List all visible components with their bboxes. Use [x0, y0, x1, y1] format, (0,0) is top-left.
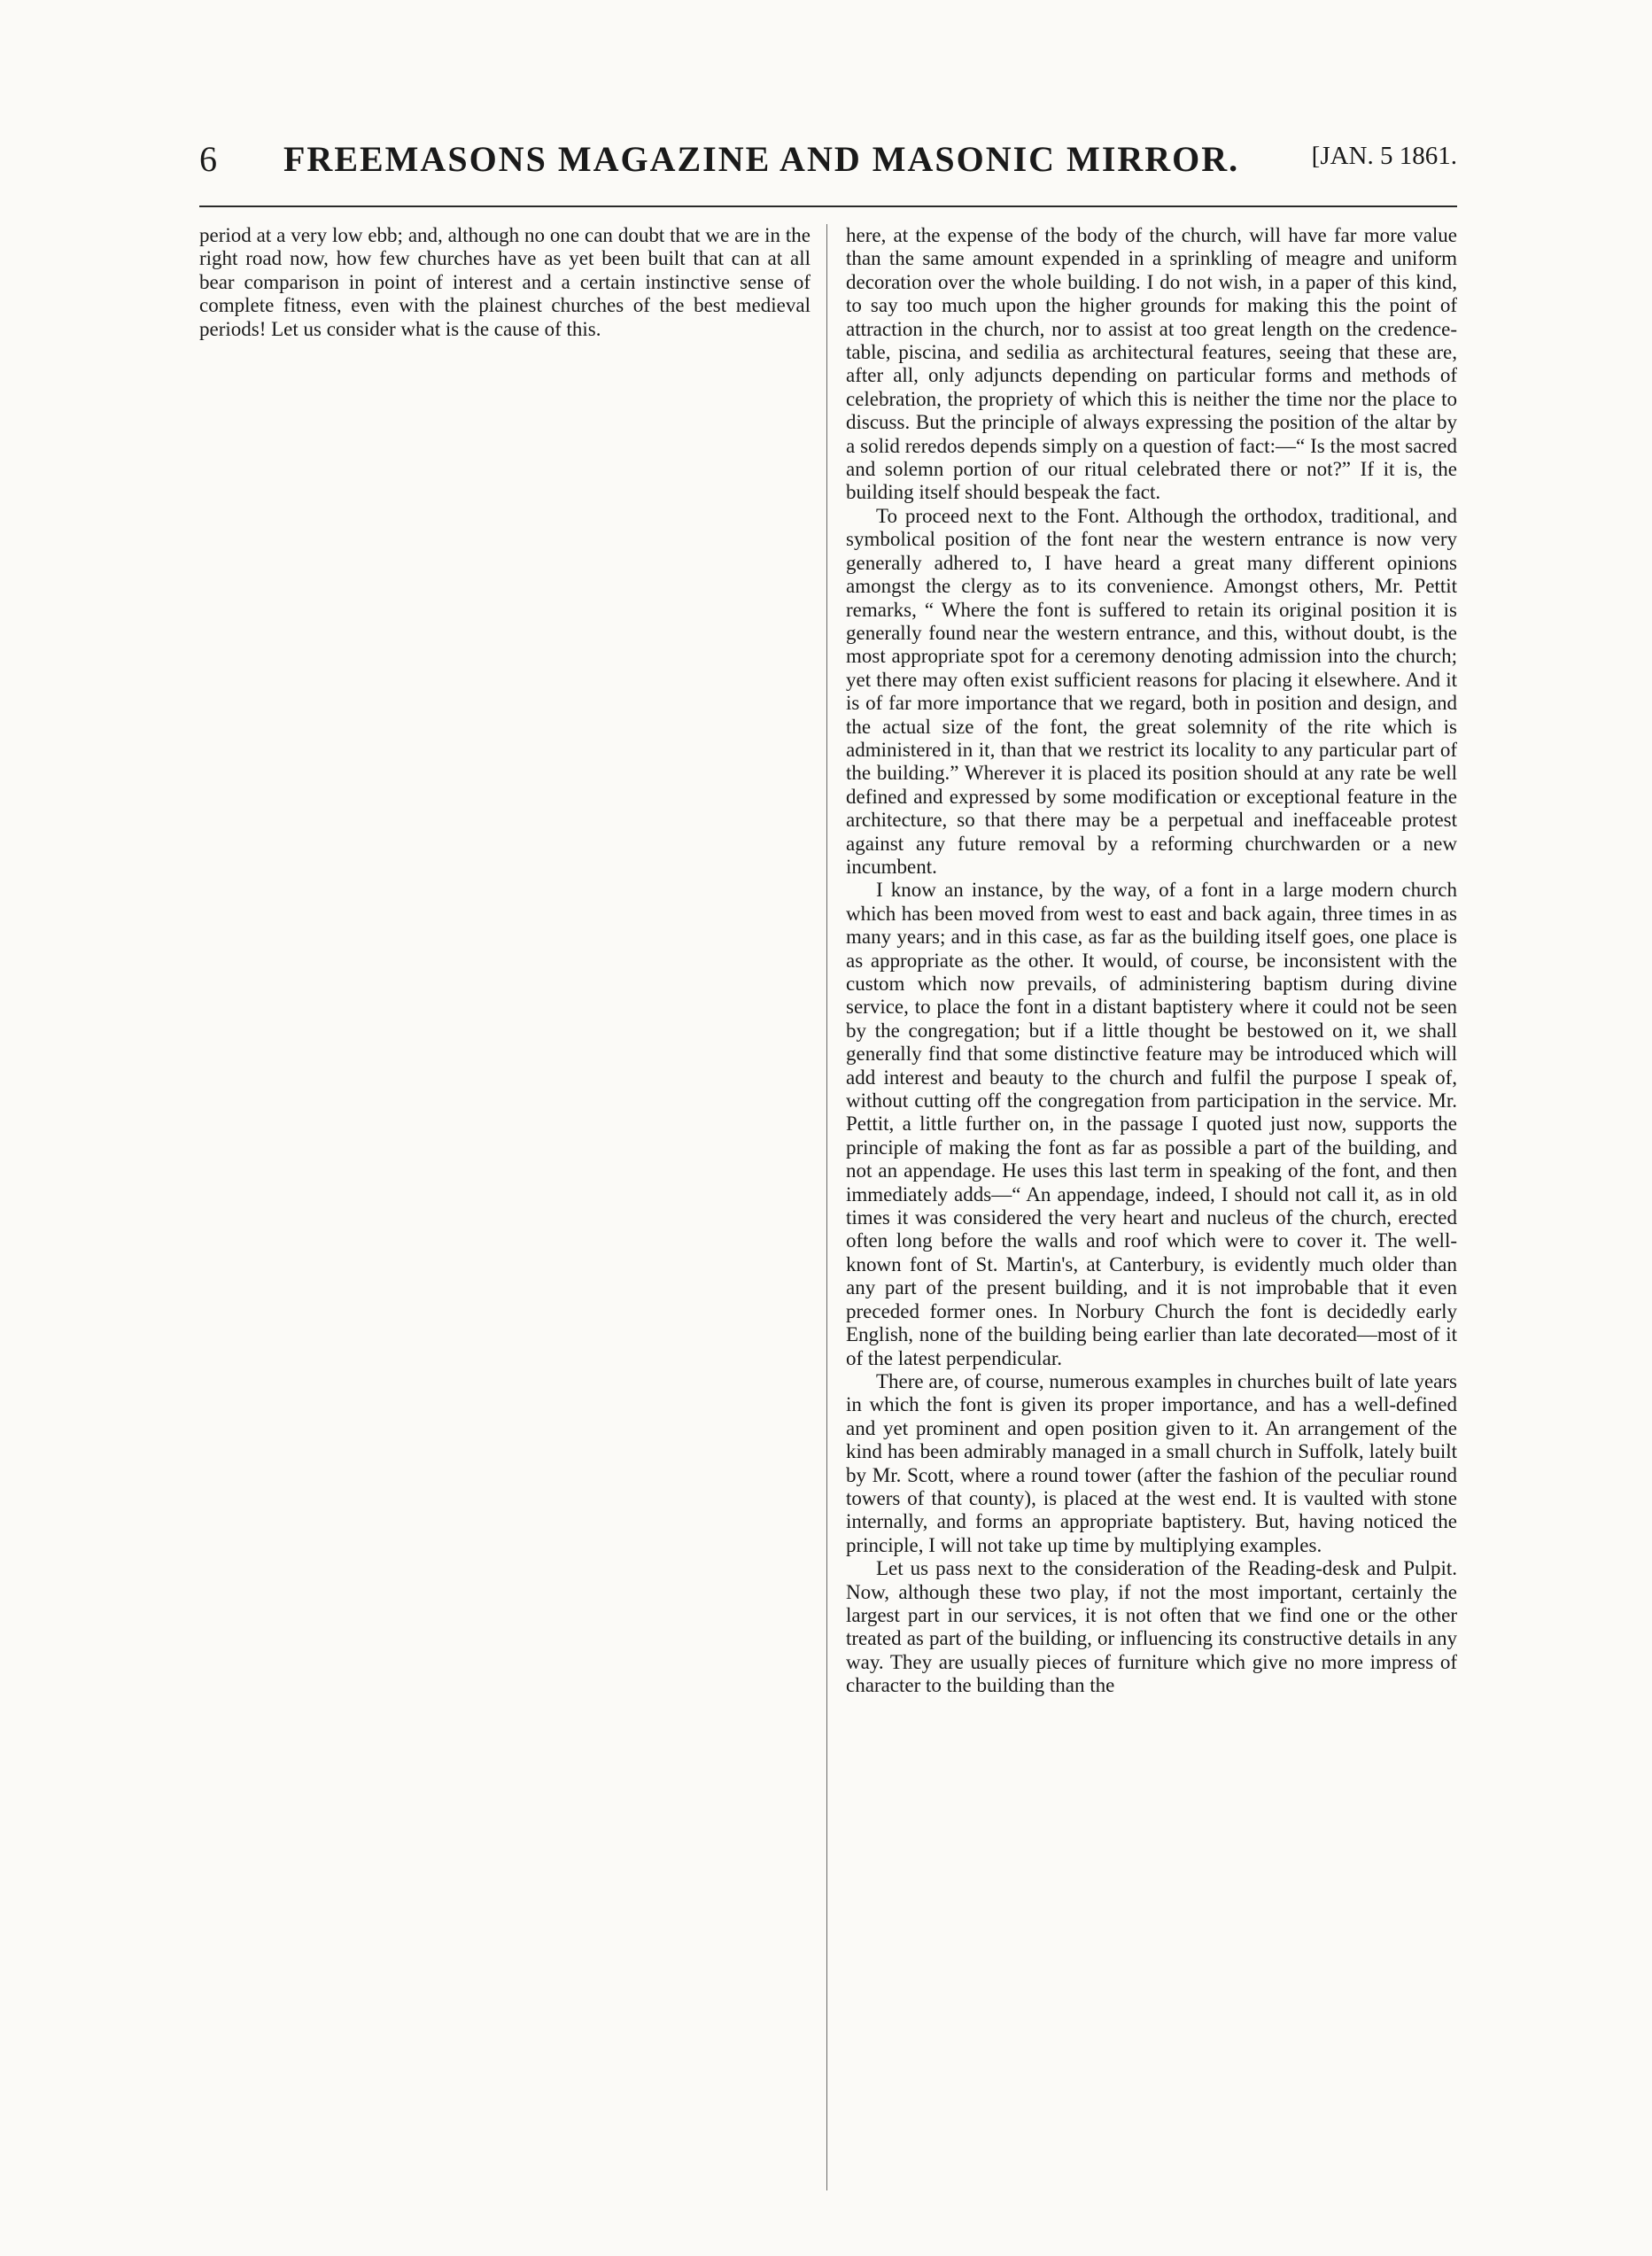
- right-column: [846, 224, 1457, 2190]
- left-column: [199, 224, 810, 2190]
- header-rule: [199, 205, 1457, 207]
- column-divider: [826, 224, 827, 2190]
- paragraph: here, at the expense of the body of the church, will have far more value than the same amount expended in a sprinkling of meagre and uniform decoration over the whole building. I do not wish, in a paper of this kind, to say too much upon the higher grounds for making this the point of attraction in the church, nor to assist at too great length on the credence-table, piscina, and sedilia as architectural features, seeing that these are, after all, only adjuncts depending on particular forms and methods of celebration, the propriety of which this is neither the time nor the place to discuss. But the principle of always expressing the position of the altar by a solid reredos depends simply on a question of fact:—“ Is the most sacred and solemn portion of our ritual celebrated there or not?” If it is, the building itself should bespeak the fact.: [846, 224, 1457, 504]
- masthead-title: FREEMASONS MAGAZINE AND MASONIC MIRROR.: [283, 139, 1240, 179]
- page-header: [199, 131, 1457, 193]
- paragraph: period at a very low ebb; and, although no one can doubt that we are in the right road now, how few churches have as yet been built that can at all bear comparison in point of interest and a certain instinctive sense of complete fitness, even with the plainest churches of the best medieval periods! Let us consider what is the cause of this.: [199, 224, 810, 340]
- paragraph: I know an instance, by the way, of a font in a large modern church which has been moved from west to east and back again, three times in as many years; and in this case, as far as the building itself goes, one place is as appropriate as the other. It would, of course, be inconsistent with the custom which now prevails, of administering baptism during divine service, to place the font in a distant baptistery where it could not be seen by the congregation; but if a little thought be bestowed on it, we shall generally find that some distinctive feature may be introduced which will add interest and beauty to the church and fulfil the purpose I speak of, without cutting off the congregation from participation in the service. Mr. Pettit, a little further on, in the passage I quoted just now, supports the principle of making the font as far as possible a part of the building, and not an appendage. He uses this last term in speaking of the font, and then immediately adds—“ An appendage, indeed, I should not call it, as in old times it was considered the very heart and nucleus of the church, erected often long before the walls and roof which were to cover it. The well-known font of St. Martin's, at Canterbury, is evidently much older than any part of the present building, and it is not improbable that it even preceded former ones. In Norbury Church the font is decidedly early English, none of the building being earlier than late decorated—most of it of the latest perpendicular.: [846, 879, 1457, 1369]
- paragraph: To proceed next to the Font. Although the orthodox, traditional, and symbolical position of the font near the western entrance is now very generally adhered to, I have heard a great many different opinions amongst the clergy as to its convenience. Amongst others, Mr. Pettit remarks, “ Where the font is suffered to retain its original position it is generally found near the western entrance, and this, without doubt, is the most appropriate spot for a ceremony denoting admission into the church; yet there may often exist sufficient reasons for placing it elsewhere. And it is of far more importance that we regard, both in position and design, and the actual size of the font, the great solemnity of the rite which is administered in it, than that we restrict its locality to any particular part of the building.” Wherever it is placed its position should at any rate be well defined and expressed by some modification or exceptional feature in the architecture, so that there may be a perpetual and ineffaceable protest against any future removal by a reforming churchwarden or a new incumbent.: [846, 504, 1457, 878]
- issue-date: [JAN. 5 1861.: [1311, 142, 1457, 170]
- paragraph: There are, of course, numerous examples in churches built of late years in which the font is given its proper importance, and has a well-defined and yet prominent and open position given to it. An arrangement of the kind has been admirably managed in a small church in Suffolk, lately built by Mr. Scott, where a round tower (after the fashion of the peculiar round towers of that county), is placed at the west end. It is vaulted with stone internally, and forms an appropriate baptistery. But, having noticed the principle, I will not take up time by multiplying examples.: [846, 1369, 1457, 1556]
- paragraph: Let us pass next to the consideration of the Reading-desk and Pulpit. Now, although these two play, if not the most important, certainly the largest part in our services, it is not often that we find one or the other treated as part of the building, or influencing its constructive details in any way. They are usually pieces of furniture which give no more impress of character to the building than the: [846, 1557, 1457, 1697]
- page-number: 6: [199, 139, 217, 179]
